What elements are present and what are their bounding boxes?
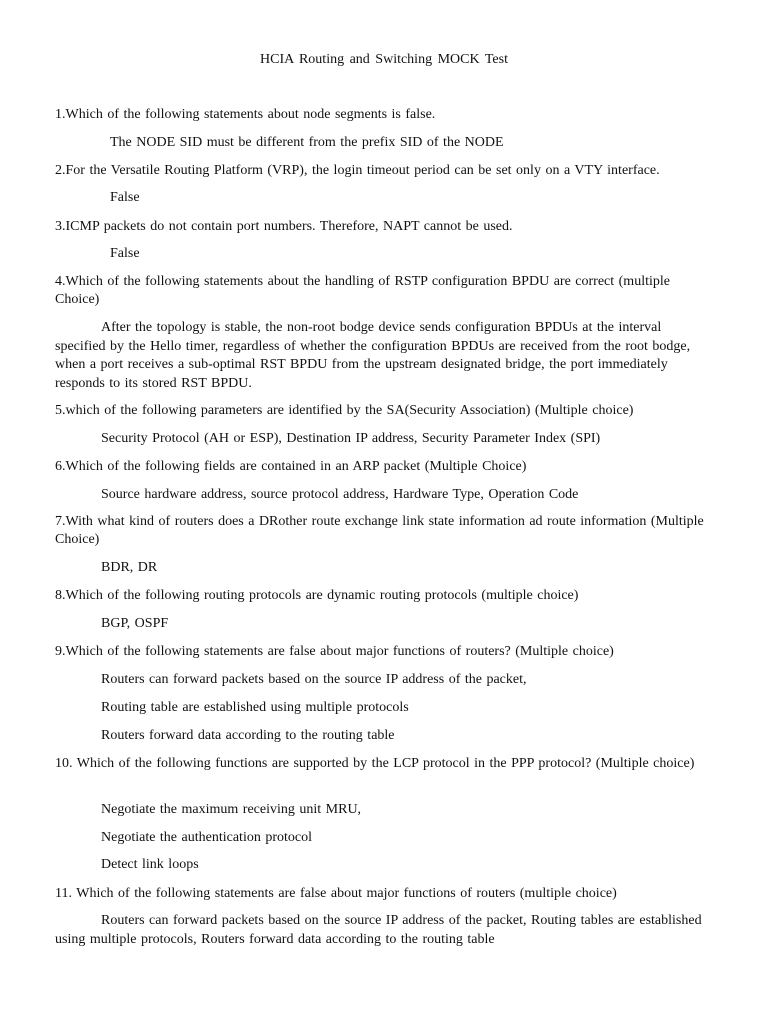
answer-10-line-2: Negotiate the authentication protocol xyxy=(101,830,312,845)
question-1: 1.Which of the following statements about node segments is false. xyxy=(55,107,436,122)
question-4: 4.Which of the following statements about the handling of RSTP configuration BPDU are correct (multiple Choice) xyxy=(55,274,670,307)
answer-4: After the topology is stable, the non-root bodge device sends configuration BPDUs at the interval specified by the Hello timer, regardless of whether the configuration BPDUs are received from the root bodge, when a port receives a sub-optimal RST BPDU from the upstream designated bridge, the port immediately responds to its stored RST BPDU. xyxy=(55,320,691,391)
question-2: 2.For the Versatile Routing Platform (VRP), the login timeout period can be set only on a VTY interface. xyxy=(55,163,660,178)
answer-2: False xyxy=(110,190,140,205)
question-6: 6.Which of the following fields are contained in an ARP packet (Multiple Choice) xyxy=(55,459,527,474)
answer-9-line-1: Routers can forward packets based on the source IP address of the packet, xyxy=(101,672,527,687)
answer-3: False xyxy=(110,246,140,261)
answer-9-line-2: Routing table are established using multiple protocols xyxy=(101,700,409,715)
question-9: 9.Which of the following statements are false about major functions of routers? (Multiple choice) xyxy=(55,644,614,659)
answer-7: BDR, DR xyxy=(101,560,158,575)
answer-1: The NODE SID must be different from the prefix SID of the NODE xyxy=(110,135,504,150)
page-title: HCIA Routing and Switching MOCK Test xyxy=(260,52,508,67)
question-11: 11. Which of the following statements are false about major functions of routers (multiple choice) xyxy=(55,886,617,901)
question-10: 10. Which of the following functions are supported by the LCP protocol in the PPP protocol? (Multiple choice) xyxy=(55,756,695,771)
answer-5: Security Protocol (AH or ESP), Destination IP address, Security Parameter Index (SPI) xyxy=(101,431,601,446)
answer-11: Routers can forward packets based on the source IP address of the packet, Routing tables are established using multiple protocols, Routers forward data according to the routing table xyxy=(55,913,702,947)
answer-8: BGP, OSPF xyxy=(101,616,169,631)
answer-6: Source hardware address, source protocol address, Hardware Type, Operation Code xyxy=(101,487,579,502)
question-7: 7.With what kind of routers does a DRother route exchange link state information ad route information (Multiple Choice) xyxy=(55,514,704,547)
question-5: 5.which of the following parameters are identified by the SA(Security Association) (Multiple choice) xyxy=(55,403,634,418)
answer-10-line-3: Detect link loops xyxy=(101,857,199,872)
answer-10-line-1: Negotiate the maximum receiving unit MRU, xyxy=(101,802,362,817)
question-8: 8.Which of the following routing protocols are dynamic routing protocols (multiple choice) xyxy=(55,588,579,603)
answer-9-line-3: Routers forward data according to the routing table xyxy=(101,728,395,743)
question-3: 3.ICMP packets do not contain port numbers. Therefore, NAPT cannot be used. xyxy=(55,219,513,234)
